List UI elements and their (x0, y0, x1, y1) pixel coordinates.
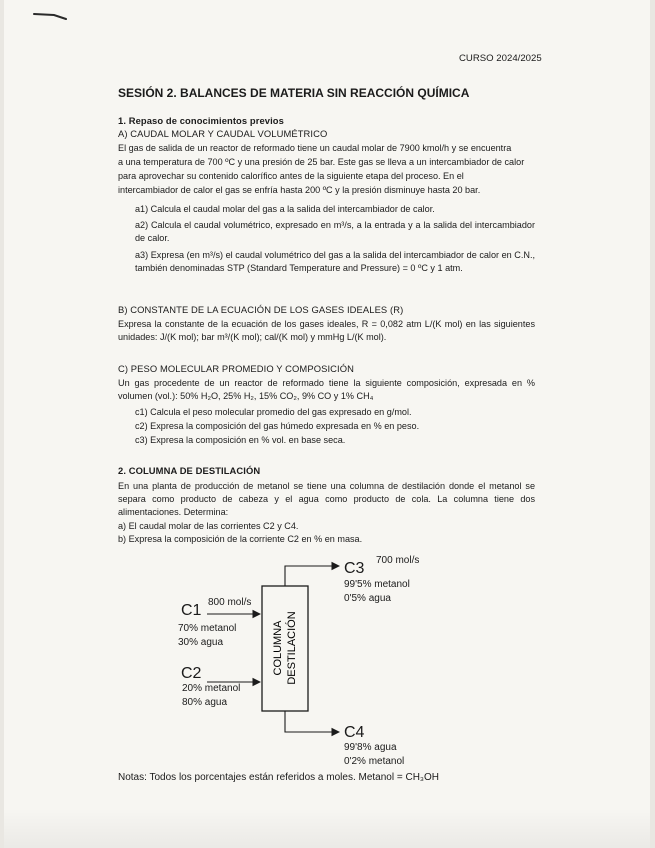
question-a3: a3) Expresa (en m³/s) el caudal volumétrico del gas a la salida del intercambiador de calor en C.N., también denominadas STP (Standard Temperature and Pressure) = 0 ºC y 1 atm. (135, 250, 535, 274)
c2-comp1: 20% metanol (182, 683, 241, 694)
c3-label: C3 (344, 560, 365, 577)
c3-comp2: 0'5% agua (344, 593, 391, 604)
c4-comp1: 99'8% agua (344, 742, 397, 753)
paragraph-2: En una planta de producción de metanol se tiene una columna de destilación donde el metanol se separa como producto de cabeza y el agua como producto de cola. La columna tiene dos alimentaciones. Determina: (118, 481, 535, 518)
question-a1: a1) Calcula el caudal molar del gas a la salida del intercambiador de calor. (135, 204, 435, 214)
section-1-heading: 1. Repaso de conocimientos previos (118, 115, 284, 126)
paragraph-a-line: a una temperatura de 700 ºC y una presión de 25 bar. Este gas se lleva a un intercambiador de calor (118, 157, 525, 167)
c3-outlet-arrow (285, 566, 339, 586)
question-2b: b) Expresa la composición de la corriente C2 en % en masa. (118, 534, 363, 544)
distillation-diagram (4, 0, 650, 848)
subsection-b-heading: B) CONSTANTE DE LA ECUACIÓN DE LOS GASES IDEALES (R) (118, 304, 404, 315)
question-a2: a2) Calcula el caudal volumétrico, expresado en m³/s, a la entrada y a la salida del intercambiador de calor. (135, 220, 535, 244)
c1-comp1: 70% metanol (178, 623, 237, 634)
c3-flow: 700 mol/s (376, 555, 420, 566)
paragraph-a-line: El gas de salida de un reactor de reformado tiene un caudal molar de 7900 kmol/h y se encuentra (118, 143, 512, 153)
course-year: CURSO 2024/2025 (459, 53, 542, 64)
c4-comp2: 0'2% metanol (344, 756, 405, 767)
question-c2: c2) Expresa la composición del gas húmedo expresada en % en peso. (135, 421, 420, 431)
c1-flow: 800 mol/s (208, 597, 252, 608)
paragraph-a-line: para aprovechar su contenido calorífico antes de la siguiente etapa del proceso. En el (118, 171, 464, 181)
c4-outlet-arrow (285, 711, 339, 732)
subsection-a-heading: A) CAUDAL MOLAR Y CAUDAL VOLUMÉTRICO (118, 128, 328, 139)
c1-label: C1 (181, 602, 202, 619)
c4-label: C4 (344, 724, 365, 741)
c3-comp1: 99'5% metanol (344, 579, 410, 590)
c2-comp2: 80% agua (182, 697, 228, 708)
footnote: Notas: Todos los porcentajes están referidos a moles. Metanol = CH₃OH (118, 772, 439, 783)
c2-label: C2 (181, 665, 202, 682)
question-c1: c1) Calcula el peso molecular promedio del gas expresado en g/mol. (135, 407, 412, 417)
question-2a: a) El caudal molar de las corrientes C2 y C4. (118, 521, 299, 531)
question-c3: c3) Expresa la composición en % vol. en base seca. (135, 435, 346, 445)
column-label-line1: COLUMNA (272, 620, 284, 676)
column-label-line2: DESTILACIÓN (286, 611, 298, 685)
page-title: SESIÓN 2. BALANCES DE MATERIA SIN REACCIÓN QUÍMICA (118, 86, 470, 100)
paragraph-c: Un gas procedente de un reactor de reformado tiene la siguiente composición, expresada en % volumen (vol.): 50% H₂O, 25% H₂, 15% CO₂, 9% CO y 1% CH₄ (118, 378, 535, 402)
paragraph-b: Expresa la constante de la ecuación de los gases ideales, R = 0,082 atm L/(K mol) en las siguientes unidades: J/(K mol); bar m³/(K mol); cal/(K mol) y mmHg L/(K mol). (118, 319, 535, 343)
subsection-c-heading: C) PESO MOLECULAR PROMEDIO Y COMPOSICIÓN (118, 363, 354, 374)
distillation-column (262, 586, 308, 711)
document-page (4, 0, 650, 848)
c1-comp2: 30% agua (178, 637, 224, 648)
paragraph-a-line: intercambiador de calor el gas se enfría hasta 200 ºC y la presión disminuye hasta 20 bar. (118, 185, 481, 195)
section-2-heading: 2. COLUMNA DE DESTILACIÓN (118, 465, 261, 476)
